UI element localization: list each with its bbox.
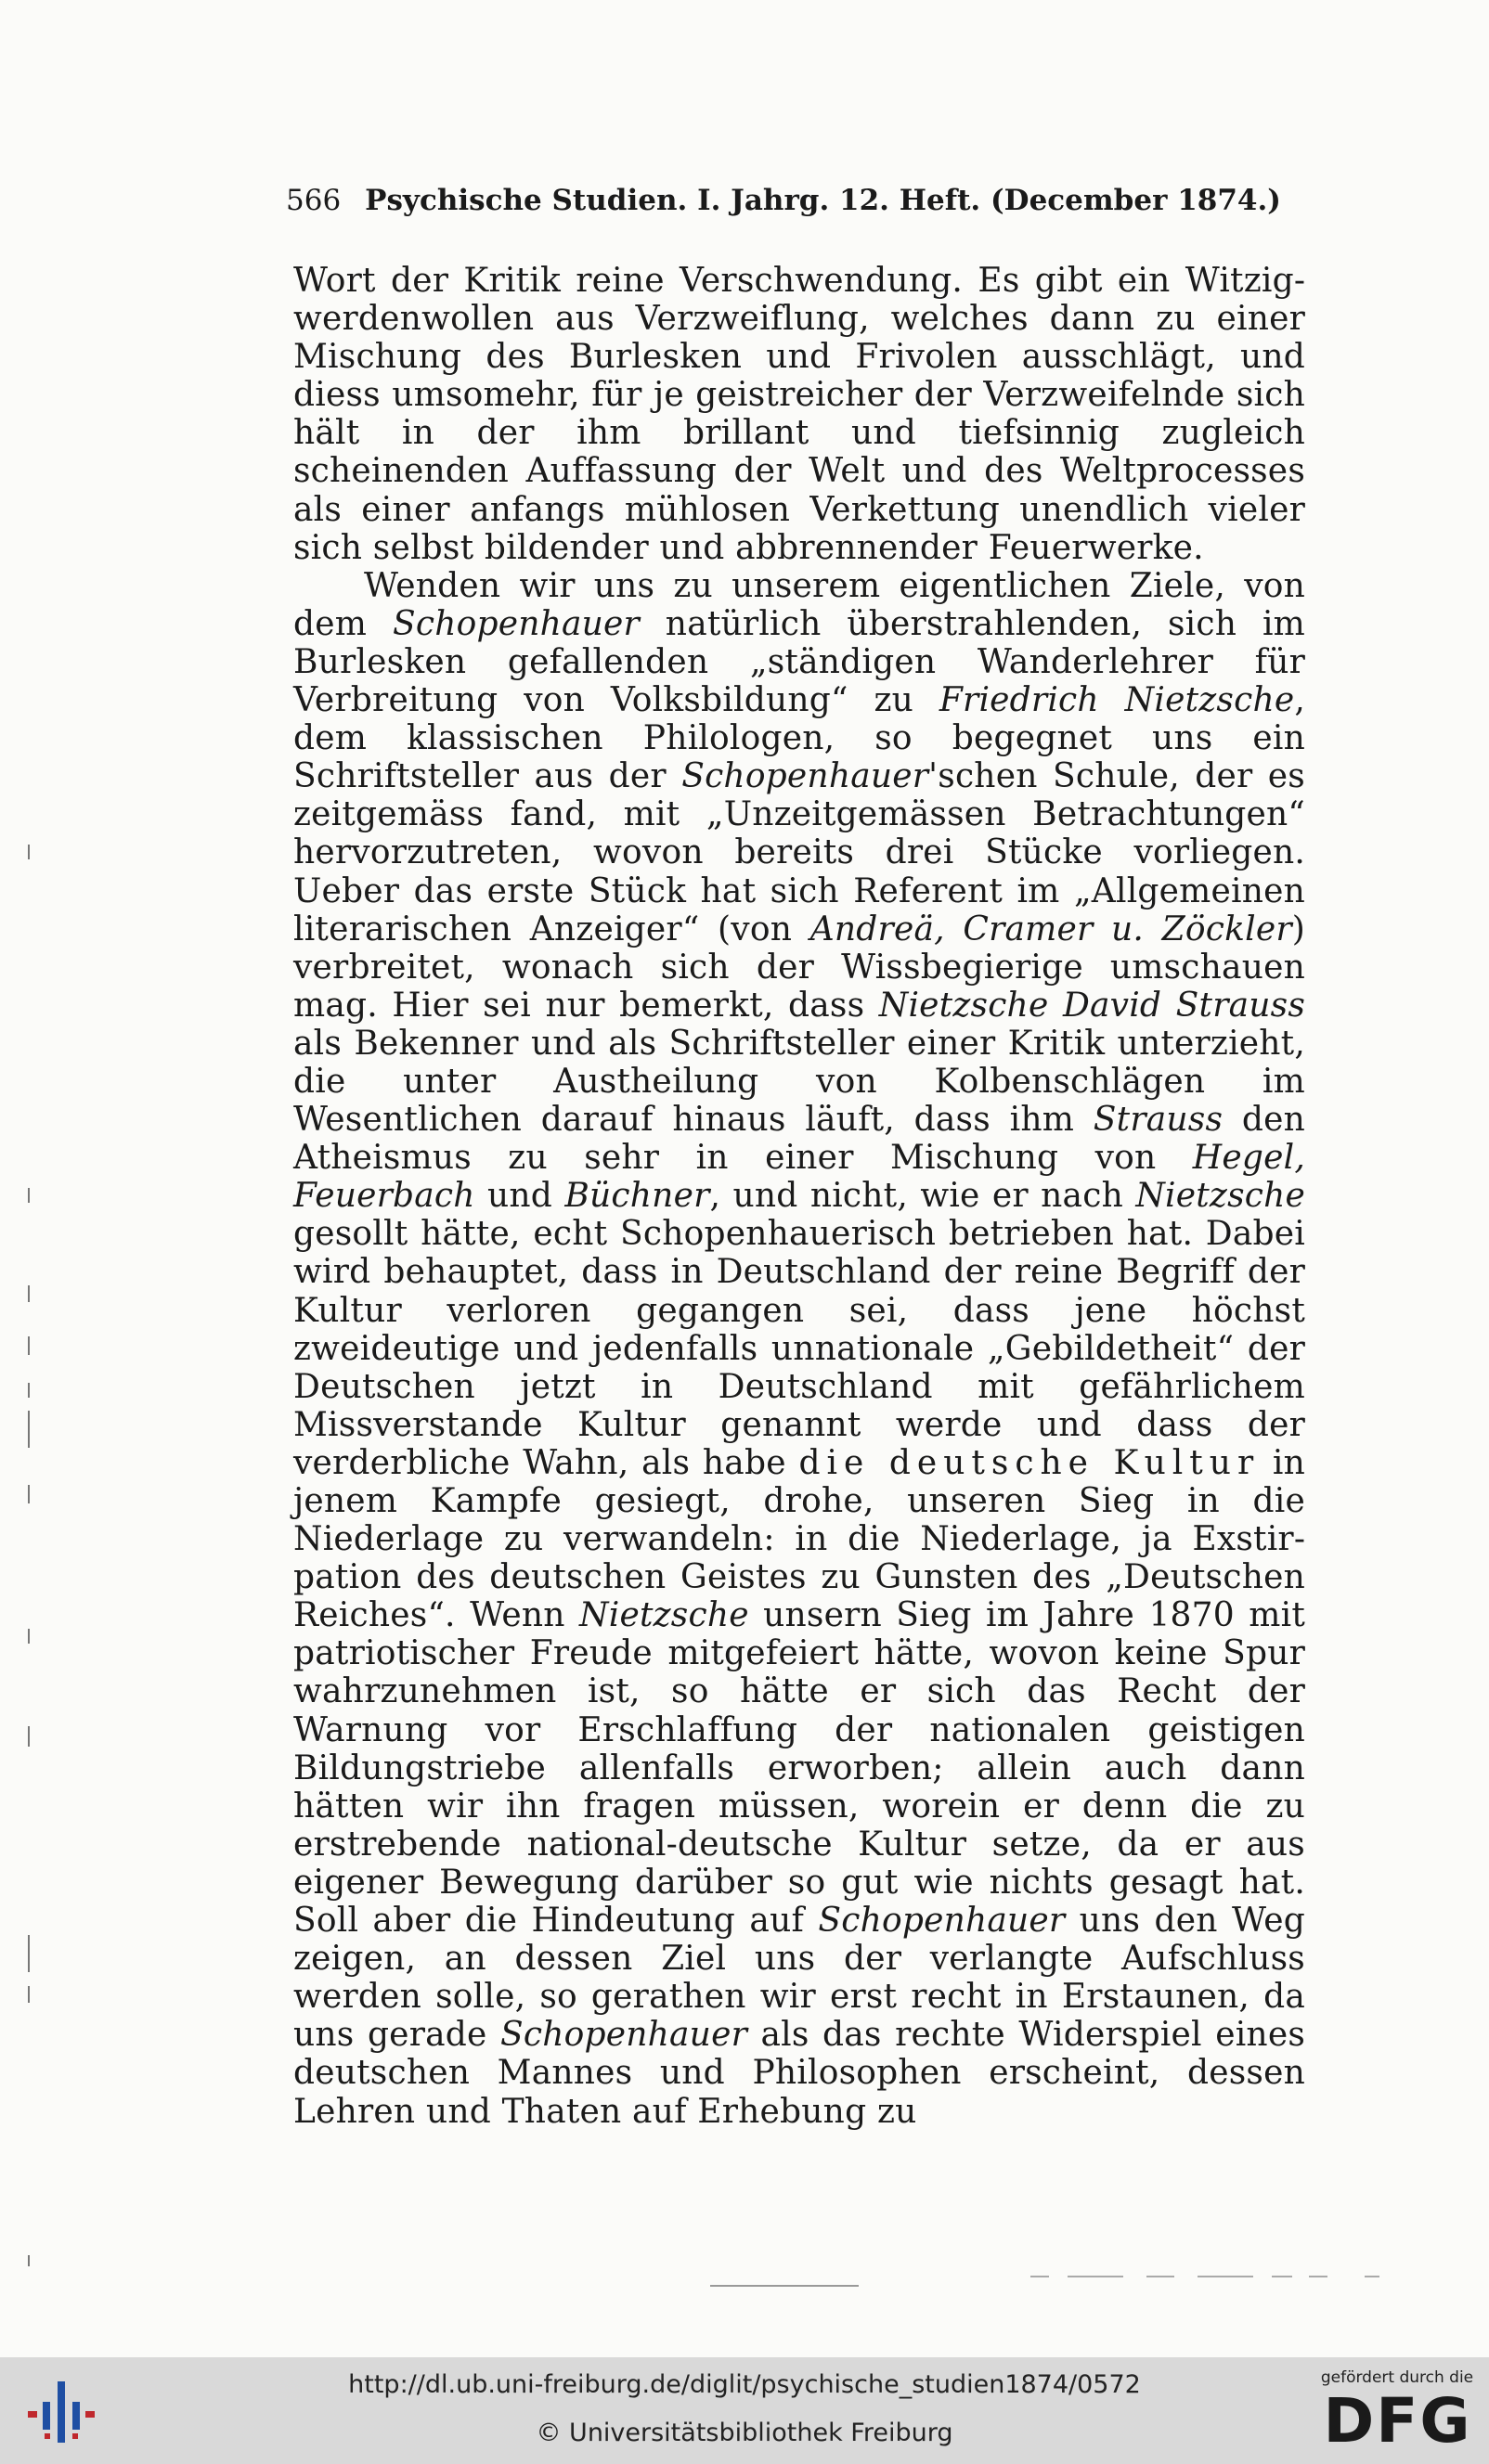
italic-name: Nietzsche [1135, 1177, 1305, 1216]
text-run: und [474, 1177, 565, 1216]
paragraph-2 [293, 567, 1305, 2131]
paragraph-1 [293, 262, 1305, 567]
italic-name: Büchner [564, 1177, 710, 1216]
text-run: natürlich überstrahlenden, sich im Burlesken gefallenden „ständigen Wanderlehrer für Verbreitung von Volksbildung“ zu [293, 604, 1306, 720]
spaced-emphasis: die deutsche Kultur [798, 1443, 1261, 1482]
text-run: als Bekenner und als Schriftsteller einer Kritik unterzieht, die unter Austheilung von Kolbenschlägen im Wesentlichen darauf hinaus läuft, dass ihm [293, 1024, 1305, 1140]
dfg-logo: DFG [1323, 2385, 1472, 2457]
permalink-url[interactable]: http://dl.ub.uni-freiburg.de/diglit/psychische_studien1874/0572 [348, 2370, 1141, 2399]
italic-name: Schopenhauer [392, 604, 640, 643]
text-run: Wenden wir uns zu unserem eigentlichen Ziele, von dem [293, 566, 1305, 643]
page-number: 566 [286, 184, 342, 217]
text-run: uns den Weg zeigen, an dessen Ziel uns der verlangte Aufschluss werden solle, so gerathen wir erst recht in Erstaunen, da uns gerade [293, 1902, 1305, 2055]
text-run: ) verbreitet, wonach sich der Wissbegierige umschauen mag. Hier sei nur bemerkt, dass [293, 909, 1306, 1025]
ub-freiburg-logo-icon [26, 2376, 100, 2450]
text-run: 'schen Schule, der es zeitgemäss fand, mit „Unzeitgemässen Betrachtungen“ hervorzutreten, wovon bereits drei Stücke vorliegen. Ueber das erste Stück hat sich Referent im „Allgemeinen literarischen Anzeiger“ (von [293, 757, 1305, 948]
text-run: gesollt hätte, echt Schopenhauerisch betrieben hat. Dabei wird behauptet, dass in Deutschland der reine Begriff der Kultur verloren gegangen sei, dass jene höchst zweideutige und jedenfalls unnationale „Gebildetheit“ der Deutschen jetzt in Deutschland mit gefährlichem Missverstande Kultur genannt werde und dass der verderbliche Wahn, als habe [293, 1215, 1305, 1482]
italic-name: Hegel, Feuerbach [293, 1139, 1305, 1216]
italic-name: Friedrich Nietzsche [939, 681, 1295, 720]
text-run: unsern Sieg im Jahre 1870 mit patriotischer Freude mitgefeiert hätte, wovon keine Spur wahrzunehmen ist, so hätte er sich das Recht der Warnung vor Erschlaffung der nationalen geistigen Bildungstriebe allenfalls erworben; allein auch dann hätten wir ihn fragen müssen, worein er denn die zu erstrebende national-deutsche Kultur setze, da er aus eigener Bewegung darüber so gut wie nichts gesagt hat. Soll aber die Hindeutung auf [293, 1596, 1305, 1941]
italic-name: Schopenhauer [818, 1902, 1066, 1941]
running-header [286, 184, 1307, 217]
text-run: in jenem Kampfe gesiegt, drohe, unseren Sieg in die Niederlage zu verwandeln: in die Niederlage, ja Exstirpation des deutschen Geistes zu Gunsten des „Deutschen Reiches“. Wenn [293, 1443, 1305, 1635]
italic-name: Strauss [1093, 1101, 1224, 1140]
text-run: , dem klassischen Philologen, so begegnet uns ein Schriftsteller aus der [293, 681, 1305, 796]
text-run: , und nicht, wie er nach [709, 1177, 1136, 1216]
body-text [293, 262, 1305, 2131]
italic-name: Andreä, Cramer u. Zöckler [809, 909, 1292, 948]
italic-name: Schopenhauer [500, 2016, 747, 2055]
running-title: Psychische Studien. I. Jahrg. 12. Heft. (December 1874.) [365, 184, 1281, 217]
bottom-rule [710, 2285, 859, 2287]
scan-dash-marks [1030, 2276, 1383, 2289]
footer-bar [0, 2357, 1489, 2464]
italic-name: Schopenhauer [681, 757, 929, 796]
funding-note: gefördert durch die [1320, 2368, 1474, 2387]
italic-name: Nietzsche David Strauss [878, 986, 1306, 1025]
text-run: als das rechte Widerspiel eines deutschen Mannes und Philosophen erscheint, dessen Lehren und Thaten auf Erhebung zu [293, 2016, 1305, 2131]
text-run: Wort der Kritik reine Verschwendung. Es gibt ein Witzigwerdenwollen aus Verzweiflung, welches dann zu einer Mischung des Burlesken und Frivolen ausschlägt, und diess umsomehr, für je geistreicher der Verzweifelnde sich hält in der ihm brillant und tiefsinnig zugleich scheinenden Auffassung der Welt und des Weltprocesses als einer anfangs mühlosen Verkettung unendlich vieler sich selbst bildender und abbrennender Feuerwerke. [293, 262, 1305, 567]
italic-name: Nietzsche [579, 1596, 749, 1635]
copyright-notice: © Universitätsbibliothek Freiburg [536, 2419, 953, 2447]
text-run: den Atheismus zu sehr in einer Mischung von [293, 1101, 1305, 1178]
